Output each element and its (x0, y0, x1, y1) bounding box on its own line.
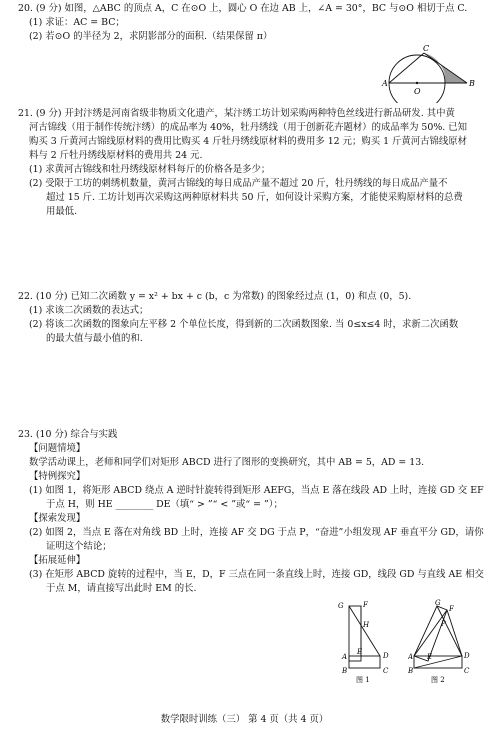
q21-part2a: (2) 受限于工坊的刺绣机数量，黄河古锦线的每日成品产量不超过 20 斤，牡丹绣线的每日成品产量不 (29, 178, 448, 189)
q21-line1: 21. (9 分) 开封汴绣是河南省级非物质文化遗产，某汴绣工坊计划采购两种特色丝线进行新品研发. 其中黄 (18, 108, 455, 119)
q20-label-o: O (414, 87, 421, 96)
f2-label-c: C (464, 667, 470, 675)
q23-section-context: 【问题情境】 (29, 443, 86, 454)
q23-part2b: 证明这个结论； (46, 541, 112, 552)
f2-label-a: A (408, 653, 414, 661)
q22-stem: 22. (10 分) 已知二次函数 y = x² + bx + c (b，c 为常数) 的图象经过点 (1，0) 和点 (0，5). (18, 291, 412, 302)
f2-label-d: D (464, 652, 470, 660)
q21-part2c: 用最低. (46, 206, 78, 217)
fig1-caption: 图 1 (356, 676, 370, 684)
q23-part1a: (1) 如图 1，将矩形 ABCD 绕点 A 逆时针旋转得到矩形 AEFG，当点 E 落在线段 AD 上时，连接 GD 交 EF (29, 485, 484, 496)
q21-line4: 料与 2 斤牡丹绣线原材料的费用共 24 元. (29, 150, 203, 161)
f2-label-e: E (427, 653, 433, 661)
q22-part1: (1) 求该二次函数的表达式； (29, 305, 149, 316)
q20-label-c: C (423, 45, 430, 53)
f1-label-e: E (357, 648, 363, 656)
fig2-caption: 图 2 (431, 676, 445, 684)
page-footer: 数学限时训练（三） 第 4 页（共 4 页） (160, 714, 329, 725)
q23-section-extend: 【拓展延伸】 (29, 555, 86, 566)
q23-part3b: 于点 M，请直接写出此时 EM 的长. (46, 583, 197, 594)
q21-part1: (1) 求黄河古锦线和牡丹绣线原材料每斤的价格各是多少； (29, 164, 271, 175)
q20-part2: (2) 若⊙O 的半径为 2，求阴影部分的面积.（结果保留 π） (29, 31, 273, 42)
q23-part3a: (3) 在矩形 ABCD 旋转的过程中，当 E，D，F 三点在同一条直线上时，连接 GD，线段 GD 与直线 AE 相交 (29, 569, 484, 580)
f1-label-c: C (383, 667, 389, 675)
q20-label-b: B (469, 79, 475, 88)
q20-figure (365, 45, 480, 103)
q23-section-explore: 【探索发现】 (29, 513, 86, 524)
q21-part2b: 超过 15 斤. 工坊计划再次采购这两种原材料共 50 斤，如何设计采购方案，才能使采购原材料的总费 (46, 192, 463, 203)
f1-label-f: F (363, 601, 368, 609)
q23-part1b: 于点 H，则 HE ________ DE（填“ > ”“ < ”或“ = ”）； (46, 499, 283, 510)
q20-part1: (1) 求证：AC = BC； (29, 17, 125, 28)
q23-figure-2 (408, 598, 483, 684)
f1-label-a: A (342, 653, 348, 661)
q22-part2a: (2) 将该二次函数的图象向左平移 2 个单位长度，得到新的二次函数图象. 当 0≤x≤4 时，求新二次函数 (29, 319, 459, 330)
f1-label-h: H (363, 621, 370, 629)
f1-label-g: G (338, 602, 344, 610)
f2-label-f: F (449, 605, 454, 613)
f2-label-g: G (435, 599, 441, 607)
q23-context-text: 数学活动课上，老师和同学们对矩形 ABCD 进行了图形的变换研究，其中 AB = 5，AD = 13. (29, 457, 425, 468)
f2-label-b: B (408, 667, 414, 675)
q23-figure-1 (332, 598, 397, 684)
q21-line3: 购买 3 斤黄河古锦线原材料的费用比购买 4 斤牡丹绣线原材料的费用多 12 元；购买 1 斤黄河古锦线原材 (29, 136, 468, 147)
f2-label-p: P (441, 620, 446, 628)
q20-label-a: A (382, 79, 388, 88)
q21-line2: 河古锦线（用于制作传统汴绣）的成品率为 40%，牡丹绣线（用于创新花卉题材）的成品率为 50%. 已知 (29, 122, 467, 133)
q23-section-special: 【特例探究】 (29, 471, 86, 482)
f1-label-d: D (383, 652, 389, 660)
q23-title: 23. (10 分) 综合与实践 (18, 429, 118, 440)
f1-label-b: B (342, 667, 348, 675)
q20-stem: 20. (9 分) 如图，△ABC 的顶点 A，C 在⊙O 上，圆心 O 在边 AB 上，∠A = 30°，BC 与⊙O 相切于点 C. (18, 3, 468, 14)
q23-part2a: (2) 如图 2，当点 E 落在对角线 BD 上时，连接 AF 交 DG 于点 P，“奋进”小组发现 AF 垂直平分 GD，请你 (29, 527, 484, 538)
q22-part2b: 的最大值与最小值的和. (46, 333, 143, 344)
